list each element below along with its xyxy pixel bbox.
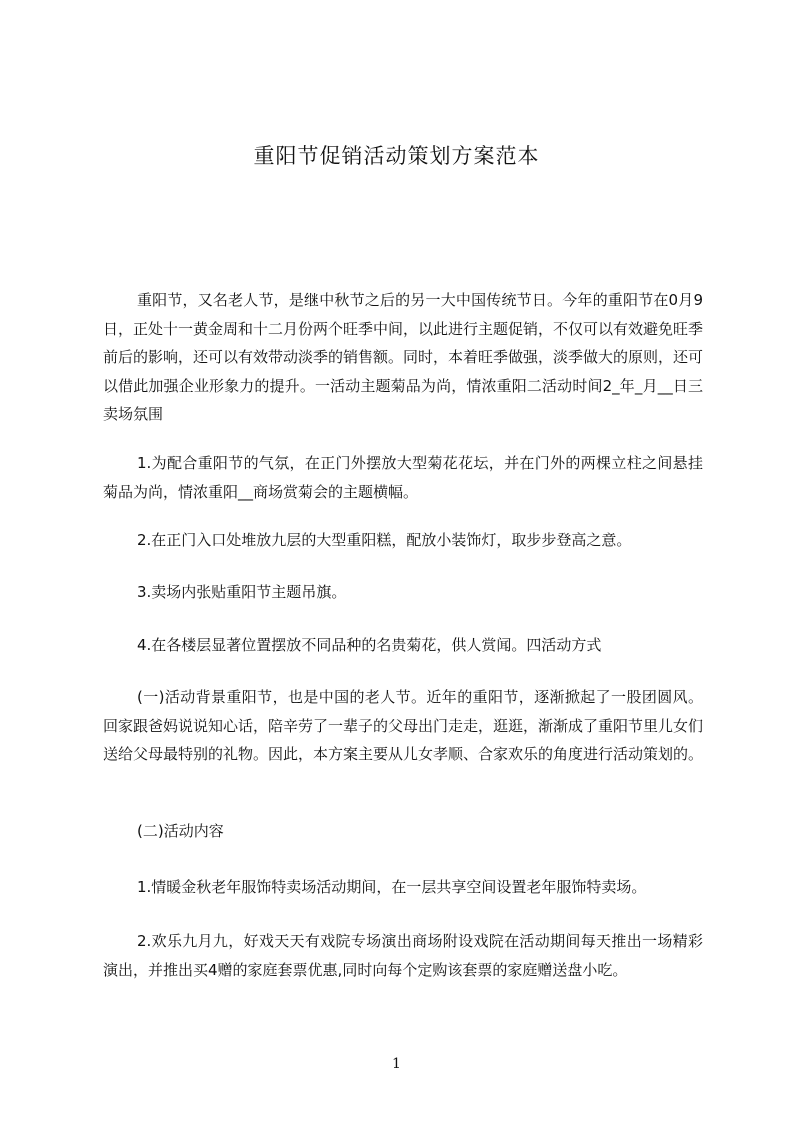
paragraph-intro: 重阳节，又名老人节，是继中秋节之后的另一大中国传统节日。今年的重阳节在0月9日，正处十一黄金周和十二月份两个旺季中间，以此进行主题促销，不仅可以有效避免旺季前后的影响，还可以有效带动淡季的销售额。同时，本着旺季做强，淡季做大的原则，还可以借此加强企业形象力的提升。一活动主题菊品为尚，情浓重阳二活动时间2_年_月__日三卖场氛围 — [103, 291, 704, 423]
paragraph-item-1: 1.为配合重阳节的气氛，在正门外摆放大型菊花花坛，并在门外的两棵立柱之间悬挂菊品为尚，情浓重阳__商场赏菊会的主题横幅。 — [103, 454, 703, 501]
paragraph-activity-content-heading: (二)活动内容 — [137, 822, 224, 840]
paragraph-item-3: 3.卖场内张贴重阳节主题吊旗。 — [137, 583, 347, 601]
paragraph-item-2: 2.在正门入口处堆放九层的大型重阳糕，配放小装饰灯，取步步登高之意。 — [137, 531, 632, 549]
paragraph-item-4: 4.在各楼层显著位置摆放不同品种的名贵菊花，供人赏闻。四活动方式 — [137, 636, 602, 654]
page-number: 1 — [392, 1056, 401, 1072]
document-title: 重阳节促销活动策划方案范本 — [253, 144, 540, 168]
paragraph-content-item-1: 1.情暖金秋老年服饰特卖场活动期间，在一层共享空间设置老年服饰特卖场。 — [137, 878, 647, 896]
paragraph-content-item-2: 2.欢乐九月九，好戏天天有戏院专场演出商场附设戏院在活动期间每天推出一场精彩演出，并推出买4赠的家庭套票优惠,同时向每个定购该套票的家庭赠送盘小吃。 — [103, 932, 703, 979]
paragraph-activity-background: (一)活动背景重阳节，也是中国的老人节。近年的重阳节，逐渐掀起了一股团圆风。回家跟爸妈说说知心话，陪辛劳了一辈子的父母出门走走，逛逛，渐渐成了重阳节里儿女们送给父母最特别的礼物。因此，本方案主要从儿女孝顺、合家欢乐的角度进行活动策划的。 — [103, 688, 704, 763]
